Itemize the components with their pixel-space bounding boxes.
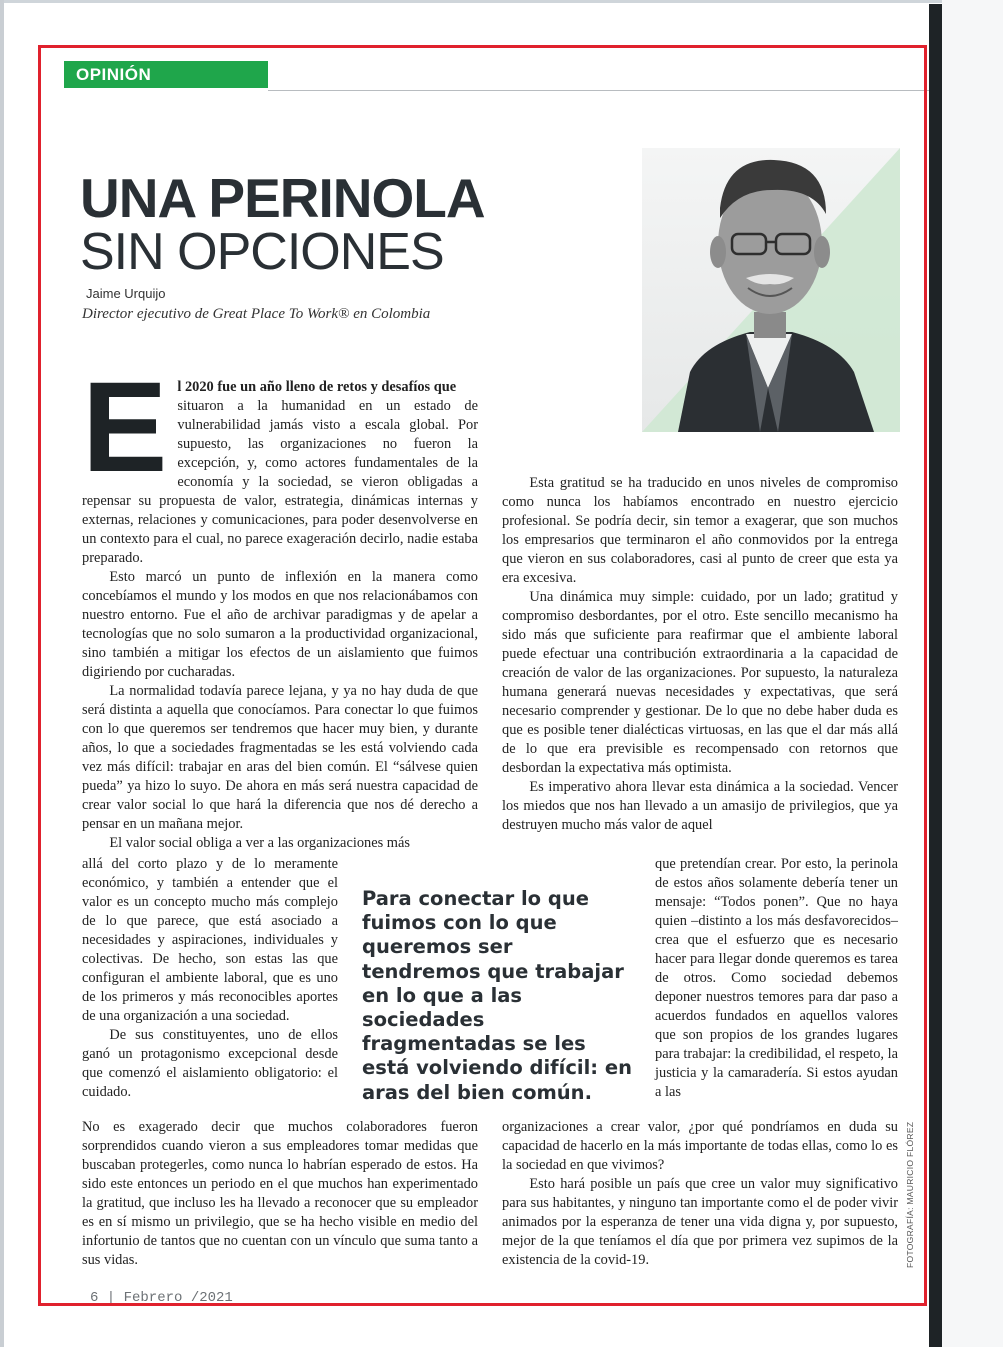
article-paragraph: La normalidad todavía parece lejana, y ya no hay duda de que será distinta a aquella que conocíamos. Para conectar lo que fuimos con lo que queremos ser tendremos que hacer muy bien, y durante años, lo que a sociedades fragmentadas se les está volviendo cada vez más difícil: trabajar en aras del bien común. El “sálvese quien pueda” ya hizo lo suyo. De ahora en más será nuestra capacidad de crear valor social lo que hará la diferencia que nos dé derecho a pensar en un mañana mejor. — [82, 683, 478, 832]
article-paragraph: allá del corto plazo y de lo meramente económico, y también a entender que el valor es un concepto mucho más complejo de lo que parece, que está asociado a necesidades y aspiraciones, individuales y colectivas. De hecho, son estas las que configuran el ambiente laboral, que es uno de los primeros y más reconocibles aportes de una organización a una sociedad. — [82, 856, 338, 1024]
article-paragraph: situaron a la humanidad en un estado de vulnerabilidad jamás visto a escala global. Por supuesto, las organizaciones no fueron la excepción, y, como actores fundamentales de la economía y la sociedad, se vieron obligadas a repensar su propuesta de valor, estrategia, dinámicas internas y externas, relaciones y comunicaciones, para poder desenvolverse en un contexto para el cual, no parece exageración decirlo, nadie estaba preparado. — [82, 398, 478, 566]
article-paragraph: organizaciones a crear valor, ¿por qué pondríamos en duda su capacidad de hacerlo en la más importante de todas ellas, como lo es la sociedad en que vivimos? — [502, 1119, 898, 1173]
article-paragraph: Esta gratitud se ha traducido en unos niveles de compromiso como nunca los habíamos encontrado en nuestro ejercicio profesional. Se podría decir, sin temor a exagerar, que son muchos los empresarios que terminaron el año conmovidos por la entrega que vieron en sus colaboradores, casi al punto de creer que esta ya era excesiva. — [502, 475, 898, 586]
article-paragraph: El valor social obliga a ver a las organizaciones más — [109, 835, 410, 851]
headline-line-1: UNA PERINOLA — [80, 167, 485, 229]
author-role: Director ejecutivo de Great Place To Work® en Colombia — [82, 306, 431, 322]
binding-spine — [929, 4, 942, 1347]
photo-credit: FOTOGRAFÍA: MAURICIO FLÓREZ — [905, 1121, 915, 1268]
article-lead: l 2020 fue un año lleno de retos y desafíos que — [177, 379, 457, 395]
article-paragraph: Es imperativo ahora llevar esta dinámica a la sociedad. Vencer los miedos que nos han llevado a un amasijo de privilegios, que ya destruyen mucho más valor de aquel — [502, 779, 898, 833]
drop-cap: E — [82, 356, 168, 499]
article-paragraph: Esto marcó un punto de inflexión en la manera como concebíamos el mundo y los modos en que nos relacionábamos con nuestro entorno. Fue el año de archivar paradigmas y de apelar a tecnologías que no solo sumaron a la productividad organizacional, sino también a mitigar los efectos de un aislamiento que fuimos digiriendo por cucharadas. — [82, 569, 478, 680]
page-edge-left — [0, 0, 4, 1347]
outside-margin — [942, 0, 1003, 1347]
author-name: Jaime Urquijo — [86, 286, 166, 301]
article-paragraph: De sus constituyentes, uno de ellos ganó un protagonismo excepcional desde que comenzó el aislamiento obligatorio: el cuidado. — [82, 1027, 338, 1100]
headline-line-2: SIN OPCIONES — [80, 223, 444, 281]
article-paragraph: No es exagerado decir que muchos colaboradores fueron sorprendidos cuando vieron a sus empleadores tomar medidas que buscaban protegerles, como nunca lo habrían esperado de estos. Ha sido este entonces un periodo en el que muchos han experimentado la gratitud, que incluso les ha llevado a reconocer que su empleador es en sí mismo un privilegio, que se ha hecho visible en medio del infortunio de tantos que no cuentan con un vínculo que suma tanto a sus vidas. — [82, 1119, 478, 1268]
section-label: OPINIÓN — [64, 61, 268, 88]
highlight-frame — [38, 45, 927, 1306]
article-paragraph: Esto hará posible un país que cree un valor muy significativo para sus habitantes, y ninguno tan importante como el de poder vivir animados por la esperanza de tener una vida digna y, por supuesto, mejor de la que teníamos el día que por primera vez supimos de la existencia de la covid-19. — [502, 1176, 898, 1268]
article-paragraph: que pretendían crear. Por esto, la perinola de estos años solamente debería tener un mensaje: “Todos ponen”. Que no haya quien –distinto a los más desfavorecidos– crea que el esfuerzo que es necesario hacer para llegar donde queremos es tarea de otros. Como sociedad debemos deponer nuestros temores para dar paso a acuerdos fundados en aquellos valores que son propios de los grandes lugares para trabajar: la credibilidad, el respeto, la justicia y la camaradería. Si estos ayudan a las — [655, 856, 898, 1100]
article-paragraph: Una dinámica muy simple: cuidado, por un lado; gratitud y compromiso desbordantes, por el otro. Este sencillo mecanismo ha sido más que suficiente para reafirmar que el ambiente laboral puede efectuar una contribución extraordinaria a la capacidad de creación de valor de las organizaciones. Por supuesto, la naturaleza humana generará nuevas necesidades y expectativas, que será necesario comprender y gestionar. De lo que no debe haber duda es que es posible tener dialécticas virtuosas, en las que el dar más allá de lo que era previsible es recompensado con retornos que desbordan la expectativa más optimista. — [502, 589, 898, 776]
page-edge-top — [0, 0, 1003, 3]
page-footer: 6 | Febrero /2021 — [90, 1290, 233, 1306]
pull-quote: Para conectar lo que fuimos con lo que queremos ser tendremos que trabajar en lo que a las sociedades fragmentadas se les está volviendo difícil: en aras del bien común. — [362, 887, 632, 1104]
